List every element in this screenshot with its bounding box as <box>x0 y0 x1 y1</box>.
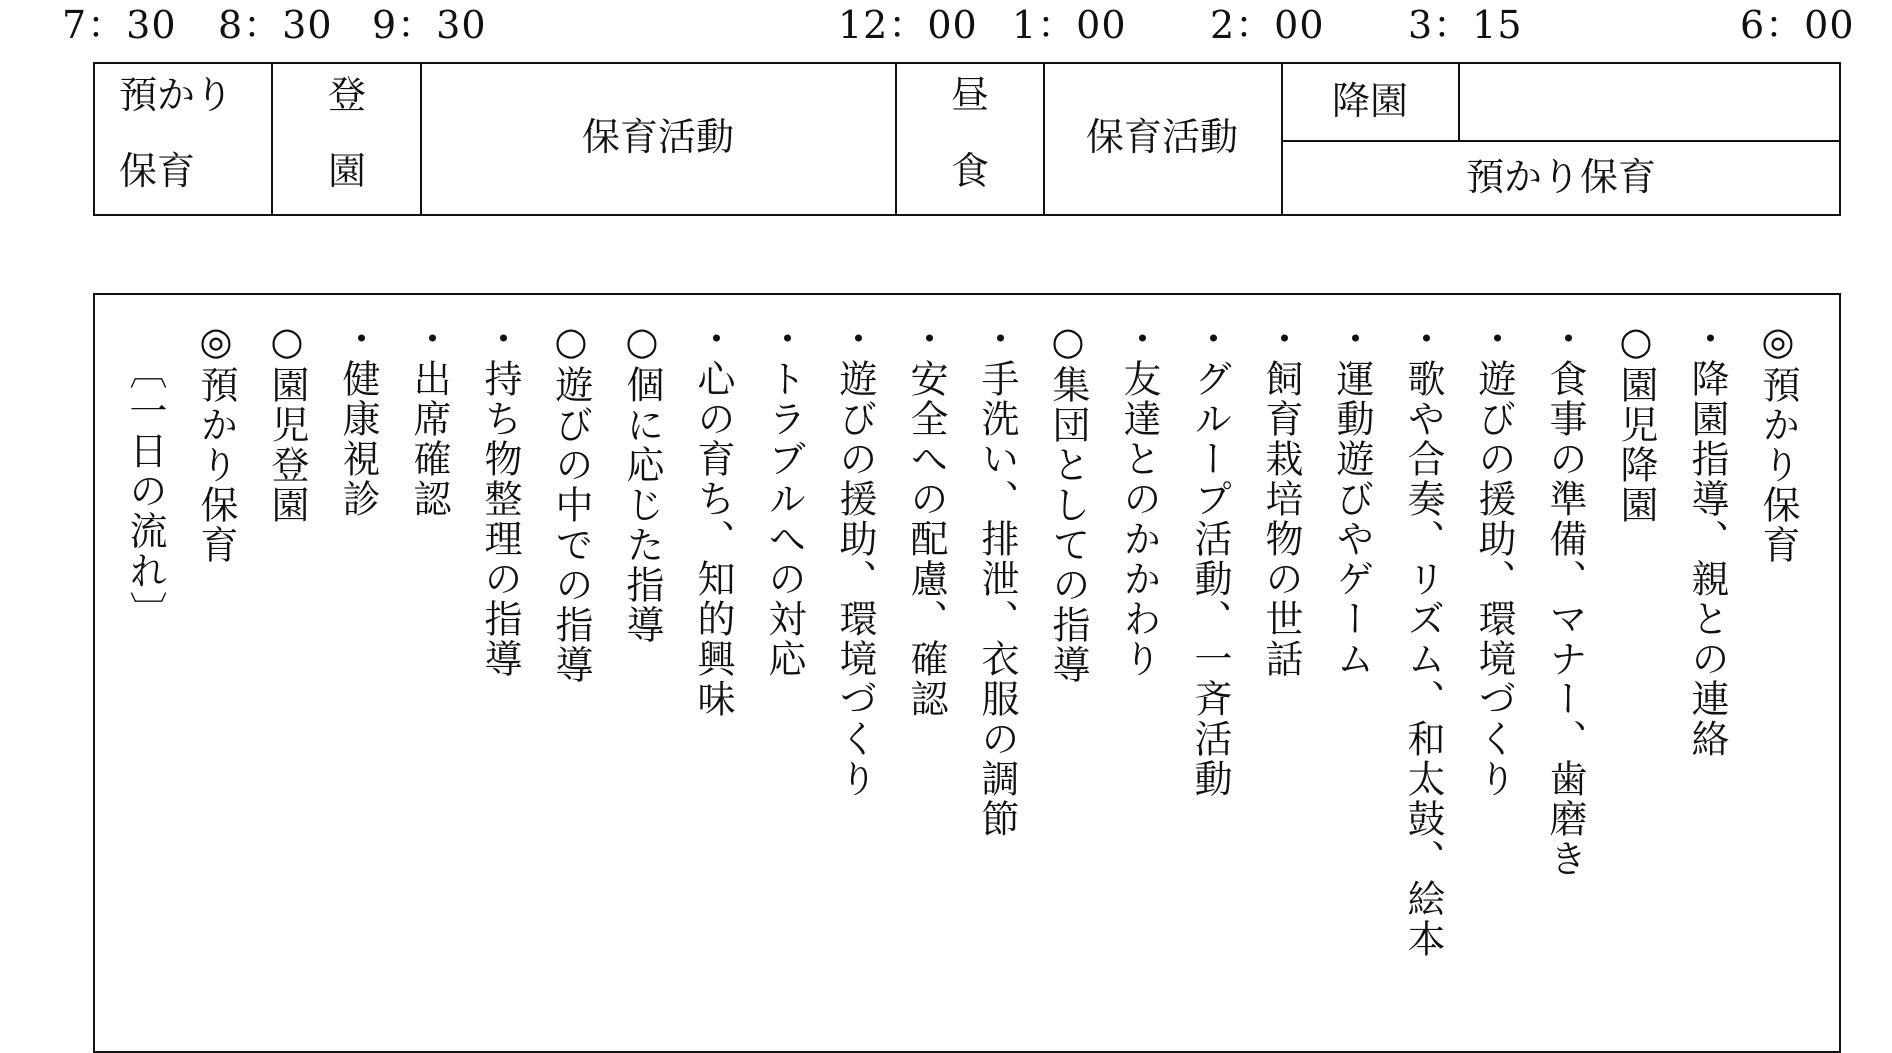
flow-item: ・歌や合奏、リズム、和太鼓、絵本 <box>1401 319 1445 959</box>
cell-activity-afternoon: 保育活動 <box>1085 115 1239 159</box>
flow-item: ・健康視診 <box>336 319 380 519</box>
cell-activity-morning: 保育活動 <box>581 115 735 159</box>
flow-item: ・出席確認 <box>407 319 451 519</box>
table-divider <box>895 64 897 214</box>
table-divider <box>1043 64 1045 214</box>
flow-title: 〔一日の流れ〕 <box>123 351 167 631</box>
flow-item: ・降園指導、親との連絡 <box>1685 319 1729 759</box>
flow-item: ・安全への配慮、確認 <box>904 319 948 719</box>
daily-flow-box <box>93 293 1841 1053</box>
table-divider <box>420 64 422 214</box>
time-label-0830: 8：30 <box>218 3 333 47</box>
flow-item: ○園児降園 <box>1614 319 1658 525</box>
cell-departure: 降園 <box>1331 79 1409 123</box>
flow-item: ・友達とのかかわり <box>1117 319 1161 679</box>
flow-item: ○遊びの中での指導 <box>549 319 593 685</box>
flow-item: ・遊びの援助、環境づくり <box>1472 319 1516 799</box>
table-divider <box>1281 64 1283 214</box>
time-label-0930: 9：30 <box>372 3 487 47</box>
flow-item: ○集団としての指導 <box>1046 319 1090 685</box>
table-divider <box>1458 64 1460 141</box>
schedule-table <box>93 62 1841 216</box>
time-label-0315: 3：15 <box>1408 3 1523 47</box>
flow-item: ・心の育ち、知的興味 <box>691 319 735 719</box>
table-divider <box>1281 140 1841 142</box>
cell-care-before-line2: 保育 <box>119 149 196 193</box>
cell-lunch-line1: 昼 <box>950 73 990 117</box>
flow-item: ・手洗い、排泄、衣服の調節 <box>975 319 1019 839</box>
table-divider <box>271 64 273 214</box>
flow-item: ○園児登園 <box>265 319 309 525</box>
cell-arrival-line2: 園 <box>327 149 367 193</box>
time-label-0200: 2：00 <box>1210 3 1325 47</box>
flow-item: ◎預かり保育 <box>194 319 238 565</box>
time-label-1200: 12：00 <box>838 3 978 47</box>
cell-care-after: 預かり保育 <box>1465 155 1657 199</box>
flow-item: ・持ち物整理の指導 <box>478 319 522 679</box>
time-label-0100: 1：00 <box>1012 3 1127 47</box>
time-label-0600: 6：00 <box>1740 3 1855 47</box>
flow-item: ・食事の準備、マナー、歯磨き <box>1543 319 1587 879</box>
flow-item: ○個に応じた指導 <box>620 319 664 645</box>
flow-item: ◎預かり保育 <box>1756 319 1800 565</box>
flow-item: ・遊びの援助、環境づくり <box>833 319 877 799</box>
flow-item: ・運動遊びやゲーム <box>1330 319 1374 679</box>
flow-item: ・グループ活動、一斉活動 <box>1188 319 1232 799</box>
cell-arrival-line1: 登 <box>327 73 367 117</box>
cell-lunch-line2: 食 <box>950 149 990 193</box>
flow-item: ・飼育栽培物の世話 <box>1259 319 1303 679</box>
time-label-0730: 7：30 <box>62 3 177 47</box>
flow-item: ・トラブルへの対応 <box>762 319 806 679</box>
cell-care-before-line1: 預かり <box>119 73 234 117</box>
